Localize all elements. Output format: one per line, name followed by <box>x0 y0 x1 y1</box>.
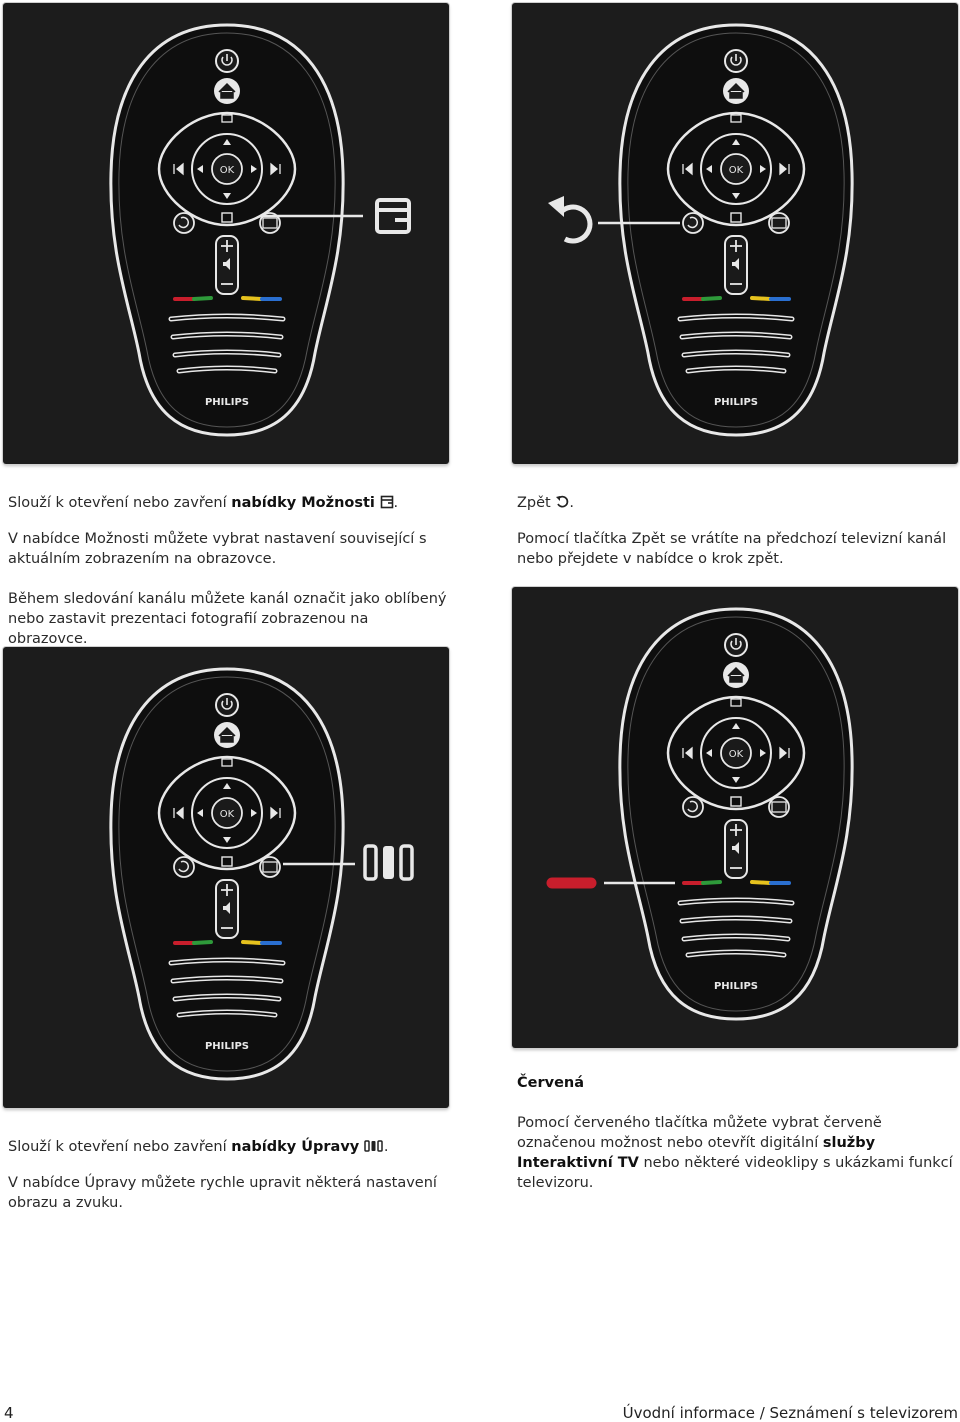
yellow-button <box>243 942 261 943</box>
back-icon <box>560 207 590 241</box>
options-para3: Během sledování kanálu můžete kanál označit jako oblíbený nebo zastavit prezentaci fotografií zobrazenou na obrazovce. <box>8 591 447 647</box>
adjust-line1: Slouží k otevření nebo zavření nabídky Úpravy . <box>8 1139 389 1155</box>
yellow-button <box>752 882 770 883</box>
remote-panel-red <box>512 587 958 1048</box>
red-description <box>517 1073 957 1193</box>
remote-panel-back <box>512 3 958 464</box>
remote-body <box>620 25 852 435</box>
remote-body <box>620 609 852 1019</box>
green-button <box>703 882 720 883</box>
options-icon <box>377 200 409 232</box>
philips-logo: PHILIPS <box>204 397 250 408</box>
remote-panel-adjust <box>3 647 449 1108</box>
ok-label: OK <box>219 165 235 176</box>
ok-label: OK <box>728 749 744 760</box>
options-icon <box>380 495 394 509</box>
philips-logo: PHILIPS <box>204 1041 250 1052</box>
ok-label: OK <box>728 165 744 176</box>
philips-logo: PHILIPS <box>713 981 759 992</box>
green-button <box>703 298 720 299</box>
remote-illustration <box>512 587 958 1048</box>
back-para2: Pomocí tlačítka Zpět se vrátíte na předchozí televizní kanál nebo přejdete v nabídce o krok zpět. <box>517 531 947 567</box>
adjust-description <box>8 1137 448 1213</box>
remote-body <box>111 669 343 1079</box>
back-button <box>174 213 194 233</box>
back-line1: Zpět . <box>517 495 574 511</box>
ok-label: OK <box>219 809 235 820</box>
green-button <box>194 298 211 299</box>
remote-panel-options <box>3 3 449 464</box>
remote-illustration <box>3 3 449 464</box>
remote-body <box>111 25 343 435</box>
remote-illustration <box>512 3 958 464</box>
yellow-button <box>243 298 261 299</box>
options-line1: Slouží k otevření nebo zavření nabídky Možnosti . <box>8 495 399 511</box>
back-icon <box>555 495 569 509</box>
back-button <box>174 857 194 877</box>
back-button <box>683 213 703 233</box>
back-button <box>683 797 703 817</box>
adjust-para2: V nabídce Úpravy můžete rychle upravit některá nastavení obrazu a zvuku. <box>8 1175 437 1211</box>
options-description <box>8 493 448 649</box>
adjust-icon <box>364 1139 384 1153</box>
red-heading: Červená <box>517 1075 585 1091</box>
page-number: 4 <box>4 1404 14 1422</box>
green-button <box>194 942 211 943</box>
remote-illustration <box>3 647 449 1108</box>
back-description <box>517 493 947 569</box>
footer-title: Úvodní informace / Seznámení s televizorem <box>622 1404 958 1422</box>
philips-logo: PHILIPS <box>713 397 759 408</box>
yellow-button <box>752 298 770 299</box>
adjust-icon <box>365 846 376 879</box>
red-para: Pomocí červeného tlačítka můžete vybrat červeně označenou možnost nebo otevřít digitální služby Interaktivní TV nebo některé videoklipy s ukázkami funkcí televizoru. <box>517 1115 953 1191</box>
options-para2: V nabídce Možnosti můžete vybrat nastavení související s aktuálním zobrazením na obrazovce. <box>8 531 427 567</box>
